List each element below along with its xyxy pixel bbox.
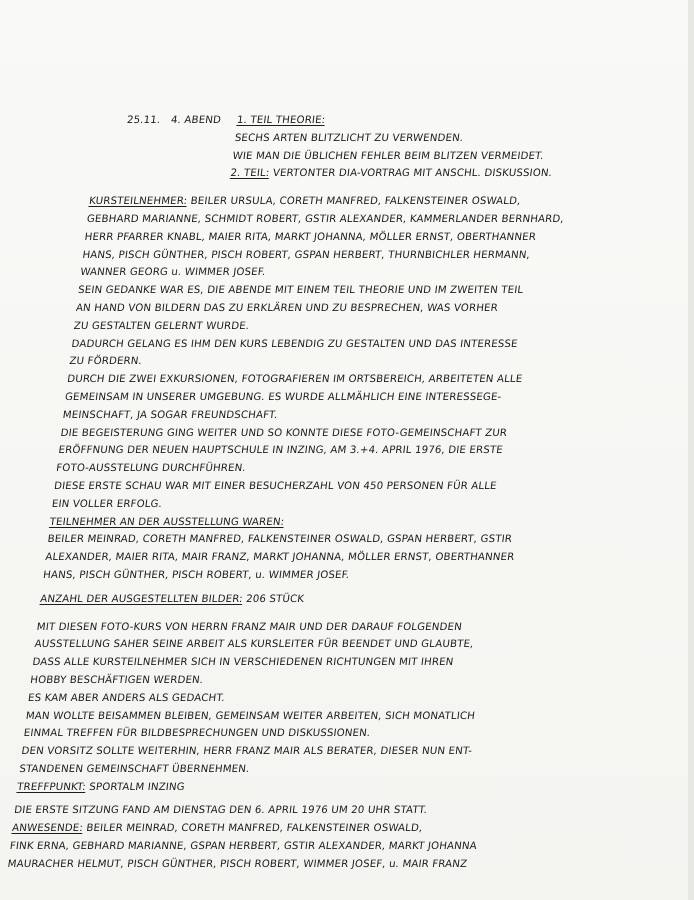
text-line: ZU GESTALTEN GELERNT WURDE. xyxy=(73,320,250,332)
exhibitors-heading xyxy=(49,514,571,532)
session-date: 25.11. xyxy=(126,115,161,126)
header-line-3 xyxy=(93,148,615,166)
attendees-line-2: FINK ERNA, GEBHARD MARIANNE, GSPAN HERBERT, GSTIR ALEXANDER, MARKT JOHANNA xyxy=(9,841,478,853)
text-line: HOBBY BESCHÄFTIGEN WERDEN. xyxy=(29,674,204,686)
header-line-2 xyxy=(96,130,618,148)
text-line: DURCH DIE ZWEI EXKURSIONEN, FOTOGRAFIEREN IM ORTSBEREICH, ARBEITETEN ALLE xyxy=(66,374,523,386)
text-line: STANDENEN GEMEINSCHAFT ÜBERNEHMEN. xyxy=(18,763,251,775)
meeting-point-line xyxy=(16,779,538,797)
text-line: DADURCH GELANG ES IHM DEN KURS LEBENDIG ZU GESTALTEN UND DAS INTERESSE xyxy=(70,338,519,350)
participants-line-2: GEBHARD MARIANNE, SCHMIDT ROBERT, GSTIR ALEXANDER, KAMMERLANDER BERNHARD, xyxy=(86,213,565,225)
text-line: MEINSCHAFT, JA SOGAR FREUNDSCHAFT. xyxy=(62,409,279,421)
participants-line-1 xyxy=(88,193,610,211)
attendees-line-1 xyxy=(11,820,533,838)
exhibitors-line-3: HANS, PISCH GÜNTHER, PISCH ROBERT, u. WIMMER JOSEF. xyxy=(42,569,351,581)
text-line: DASS ALLE KURSTEILNEHMER SICH IN VERSCHIEDENEN RICHTUNGEN MIT IHREN xyxy=(31,657,455,669)
exhibitors-line-2: ALEXANDER, MAIER RITA, MAIR FRANZ, MARKT JOHANNA, MÖLLER ERNST, OBERTHANNER xyxy=(44,552,515,564)
text-line: DIE BEGEISTERUNG GING WEITER UND SO KONNTE DIESE FOTO-GEMEINSCHAFT ZUR xyxy=(59,427,508,439)
part2-text: VERTONTER DIA-VORTRAG MIT ANSCHL. DISKUSSION. xyxy=(272,168,553,180)
pictures-line xyxy=(39,591,561,609)
attendees-line-3: MAURACHER HELMUT, PISCH GÜNTHER, PISCH ROBERT, WIMMER JOSEF, u. MAIR FRANZ xyxy=(6,858,468,870)
part2-row xyxy=(229,165,553,183)
header-line-4 xyxy=(91,165,613,183)
spacer xyxy=(90,183,611,193)
text-line: MIT DIESEN FOTO-KURS VON HERRN FRANZ MAIR UND DER DARAUF FOLGENDEN xyxy=(36,621,463,633)
text-line: AUSSTELLUNG SAHER SEINE ARBEIT ALS KURSLEITER FÜR BEENDET UND GLAUBTE, xyxy=(33,639,475,651)
text-line: DEN VORSITZ SOLLTE WEITERHIN, HERR FRANZ MAIR ALS BERATER, DIESER NUN ENT- xyxy=(20,746,473,758)
part2-label: 2. TEIL: xyxy=(229,168,271,180)
header-line-1 xyxy=(98,112,620,130)
participants-text-1: BEILER URSULA, CORETH MANFRED, FALKENSTEINER OSWALD, xyxy=(189,196,522,208)
paper-edge xyxy=(688,0,694,900)
text-line: MAN WOLLTE BEISAMMEN BLEIBEN, GEMEINSAM WEITER ARBEITEN, SICH MONATLICH xyxy=(25,710,476,722)
part1-topic-2: WIE MAN DIE ÜBLICHEN FEHLER BEIM BLITZEN VERMEIDET. xyxy=(231,150,545,162)
handwritten-document xyxy=(6,112,620,874)
meeting-point-label: TREFFPUNKT: xyxy=(16,781,87,793)
participants-line-4: HANS, PISCH GÜNTHER, PISCH ROBERT, GSPAN HERBERT, THURNBICHLER HERMANN, xyxy=(81,249,531,261)
text-line: GEMEINSAM IN UNSERER UMGEBUNG. ES WURDE ALLMÄHLICH EINE INTERESSEGE- xyxy=(64,391,502,403)
session-number: 4. ABEND xyxy=(170,115,222,126)
spacer xyxy=(38,609,559,619)
exhibitors-line-1: BEILER MEINRAD, CORETH MANFRED, FALKENSTEINER OSWALD, GSPAN HERBERT, GSTIR xyxy=(46,534,513,546)
attendees-label: ANWESENDE: xyxy=(11,823,84,835)
text-line: EINMAL TREFFEN FÜR BILDBESPRECHUNGEN UND DISKUSSIONEN. xyxy=(22,728,371,740)
part1-label: 1. TEIL THEORIE: xyxy=(236,115,326,126)
text-line: DIESE ERSTE SCHAU WAR MIT EINER BESUCHERZAHL VON 450 PERSONEN FÜR ALLE xyxy=(53,480,498,492)
attendees-text-1: BEILER MEINRAD, CORETH MANFRED, FALKENSTEINER OSWALD, xyxy=(85,823,423,835)
text-line: SEIN GEDANKE WAR ES, DIE ABENDE MIT EINEM TEIL THEORIE UND IM ZWEITEN TEIL xyxy=(77,285,524,297)
participants-line-5: WANNER GEORG u. WIMMER JOSEF. xyxy=(79,267,267,279)
meeting-point-value: SPORTALM INZING xyxy=(88,781,186,793)
text-line: ERÖFFNUNG DER NEUEN HAUPTSCHULE IN INZING, AM 3.+4. APRIL 1976, DIE ERSTE xyxy=(57,445,504,457)
exhibitors-label: TEILNEHMER AN DER AUSSTELLUNG WAREN: xyxy=(48,516,285,528)
first-meeting-line: DIE ERSTE SITZUNG FAND AM DIENSTAG DEN 6. APRIL 1976 UM 20 UHR STATT. xyxy=(13,805,428,817)
text-line: ES KAM ABER ANDERS ALS GEDACHT. xyxy=(27,692,226,704)
participants-line-3: HERR PFARRER KNABL, MAIER RITA, MARKT JOHANNA, MÖLLER ERNST, OBERTHANNER xyxy=(83,231,537,243)
text-line: FOTO-AUSSTELUNG DURCHFÜHREN. xyxy=(55,463,247,475)
part1-topic-1: SECHS ARTEN BLITZLICHT ZU VERWENDEN. xyxy=(234,132,464,144)
text-line: AN HAND VON BILDERN DAS ZU ERKLÄREN UND ZU BESPRECHEN, WAS VORHER xyxy=(75,302,499,314)
text-line: EIN VOLLER ERFOLG. xyxy=(51,498,163,510)
pictures-value: 206 STÜCK xyxy=(245,593,305,605)
pictures-label: ANZAHL DER AUSGESTELLTEN BILDER: xyxy=(39,593,244,605)
text-line: ZU FÖRDERN. xyxy=(68,356,143,368)
participants-label: KURSTEILNEHMER: xyxy=(88,196,188,208)
